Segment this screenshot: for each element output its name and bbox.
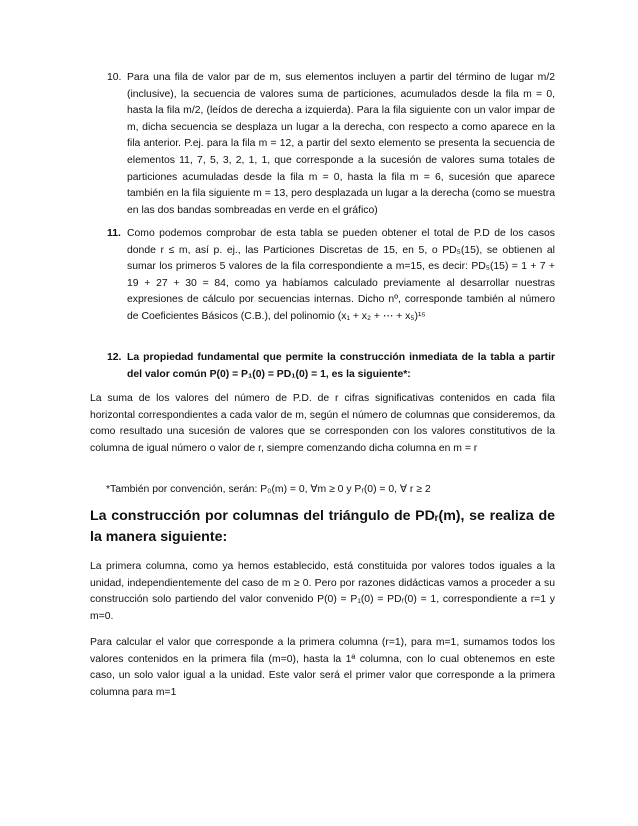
paragraph-2: Para calcular el valor que corresponde a la primera columna (r=1), para m=1, sumamos todos los valores contenidos en la primera fila (m=0), hasta la 1ª columna, con lo cual obtenemos en este caso, un solo valor igual a la unidad. Este valor será el primer valor que corresponde a la primera columna para m=1	[90, 637, 555, 698]
list-number: 10.	[107, 72, 122, 83]
footnote: *También por convención, serán: P₀(m) = 0, ∀m ≥ 0 y Pᵣ(0) = 0, ∀ r ≥ 2	[106, 484, 431, 495]
list-item-10	[107, 70, 555, 219]
list-number: 11.	[107, 228, 121, 239]
list-text: La propiedad fundamental que permite la construcción inmediata de la tabla a partir del valor común P(0) = P₁(0) = PD₁(0) = 1, es la siguiente*:	[127, 352, 555, 380]
property-statement: La suma de los valores del número de P.D. de r cifras significativas contenidos en cada fila horizontal correspondientes a cada valor de m, según el número de columnas que consideremos, da como resultado una sucesión de valores que se corresponden con los valores constitutivos de la columna de igual número o valor de r, siempre comenzando dicha columna en m = r	[90, 393, 555, 454]
list-number: 12.	[107, 352, 122, 363]
section-heading: La construcción por columnas del triángulo de PDᵣ(m), se realiza de la manera siguiente:	[90, 508, 555, 545]
list-text: Para una fila de valor par de m, sus elementos incluyen a partir del término de lugar m/2 (inclusive), la secuencia de valores suma de particiones, acumulados desde la fila m = 0, hasta la fila m/2, (leídos de derecha a izquierda). Para la fila siguiente con un valor impar de m, dicha secuencia se desplaza un lugar a la derecha, con respecto a como aparece en la fila anterior. P.ej. para la fila m = 12, a partir del sexto elemento se presenta la secuencia de elementos 11, 7, 5, 3, 2, 1, 1, que corresponde a la sucesión de valores suma totales de particiones acumuladas desde la fila m = 0, hasta la fila m = 6, sucesión que aparece también en la fila siguiente m = 13, pero desplazada un lugar a la derecha (como se muestra en las dos bandas sombreadas en verde en el gráfico)	[127, 72, 555, 216]
list-item-12	[107, 350, 555, 383]
list-item-11	[107, 226, 555, 326]
paragraph-1: La primera columna, como ya hemos establecido, está constituida por valores todos iguales a la unidad, independientemente del caso de m ≥ 0. Pero por razones didácticas vamos a proceder a su construcción solo partiendo del valor convenido P(0) = P₁(0) = PDᵣ(0) = 1, correspondiente a r=1 y m=0.	[90, 561, 555, 622]
list-text: Como podemos comprobar de esta tabla se pueden obtener el total de P.D de los casos donde r ≤ m, así p. ej., las Particiones Discretas de 15, en 5, o PD₅(15), se obtienen al sumar los primeros 5 valores de la fila correspondiente a m=15, es decir: PD₅(15) = 1 + 7 + 19 + 27 + 30 = 84, como ya habíamos calculado previamente al desarrollar nuestras expresiones de cálculo por secuencias internas. Dicho nº, corresponde también al número de Coeficientes Básicos (C.B.), del polinomio (x₁ + x₂ + ⋯ + x₅)¹⁵	[127, 228, 555, 322]
